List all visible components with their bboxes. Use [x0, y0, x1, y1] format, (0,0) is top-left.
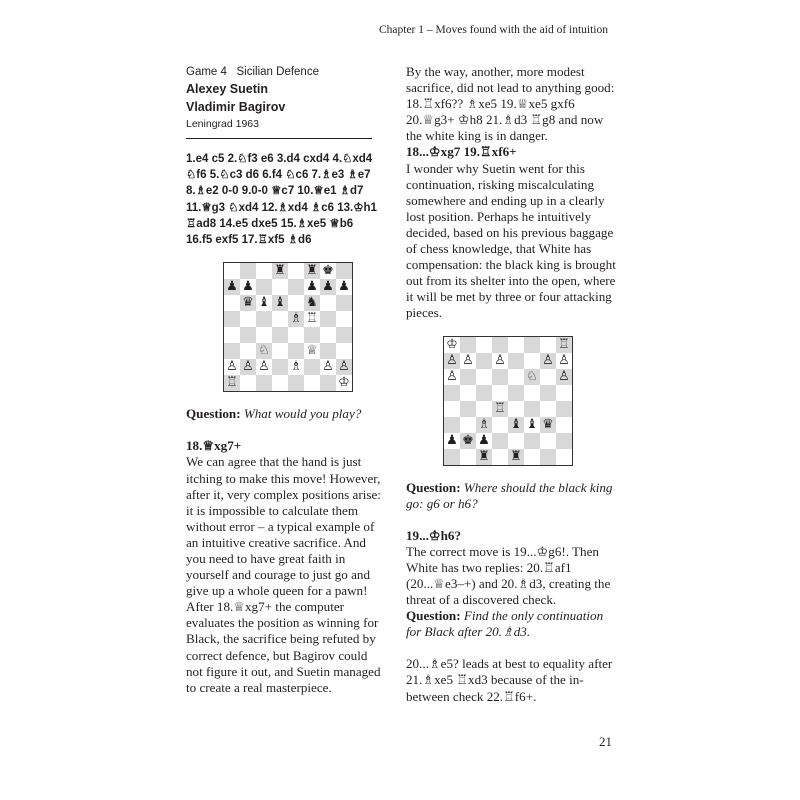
chess-piece: ♙ — [258, 359, 270, 375]
board-square — [556, 401, 572, 417]
board-square — [492, 401, 508, 417]
chess-piece: ♖ — [226, 375, 238, 391]
question-1 — [186, 406, 386, 422]
move-heading: 18.♕xg7+ — [186, 438, 242, 454]
chess-diagram-2 — [443, 336, 573, 466]
board-square — [460, 401, 476, 417]
moves-line: 16.f5 exf5 17.♖xf5 ♗d6 — [186, 234, 312, 247]
board-square — [524, 433, 540, 449]
board-square — [556, 433, 572, 449]
board-square — [476, 337, 492, 353]
right-paragraph-3: The correct move is 19...♔g6!. Then White has two replies: 20.♖af1 (20...♕e3–+) and 20.♗d3, creating the threat of a discovered check. — [406, 543, 611, 608]
move-heading: 19...♔h6? — [406, 527, 462, 543]
board-square — [224, 375, 240, 391]
board-square — [304, 263, 320, 279]
board-square — [508, 401, 524, 417]
board-square — [508, 433, 524, 449]
board-square — [508, 337, 524, 353]
board-square — [336, 295, 352, 311]
board-square — [508, 369, 524, 385]
chess-piece: ♜ — [510, 448, 522, 464]
board-square — [492, 417, 508, 433]
board-square — [524, 385, 540, 401]
board-square — [240, 359, 256, 375]
chess-piece: ♘ — [258, 343, 270, 359]
board-square — [224, 327, 240, 343]
board-square — [556, 417, 572, 433]
board-square — [240, 327, 256, 343]
board-square — [556, 369, 572, 385]
board-square — [492, 369, 508, 385]
board-square — [492, 385, 508, 401]
board-square — [508, 449, 524, 465]
board-square — [224, 263, 240, 279]
board-square — [224, 295, 240, 311]
board-square — [224, 343, 240, 359]
board-square — [460, 353, 476, 369]
board-square — [524, 337, 540, 353]
board-square — [460, 337, 476, 353]
board-square — [256, 375, 272, 391]
board-square — [540, 369, 556, 385]
board-square — [444, 449, 460, 465]
board-square — [336, 263, 352, 279]
board-square — [256, 263, 272, 279]
board-square — [336, 279, 352, 295]
board-square — [272, 327, 288, 343]
board-square — [256, 343, 272, 359]
chess-piece: ♘ — [526, 368, 538, 384]
question-text: Find the only continuation for Black after 20.♗d3. — [406, 608, 604, 640]
chess-piece: ♛ — [542, 416, 554, 432]
board-square — [288, 375, 304, 391]
chess-piece: ♟ — [446, 432, 458, 448]
board-square — [524, 401, 540, 417]
moves-line: 8.♗e2 0-0 9.0-0 ♕c7 10.♕e1 ♗d7 — [186, 185, 364, 198]
moves-line: ♖ad8 14.e5 dxe5 15.♗xe5 ♕b6 — [186, 217, 354, 230]
board-square — [508, 353, 524, 369]
chess-piece: ♚ — [322, 263, 334, 279]
game-place: Leningrad 1963 — [186, 118, 259, 130]
question-text: Where should the black king go: g6 or h6? — [406, 479, 613, 511]
chess-piece: ♟ — [242, 279, 254, 295]
white-player: Alexey Suetin — [186, 82, 268, 96]
chess-piece: ♙ — [494, 352, 506, 368]
chess-piece: ♜ — [478, 448, 490, 464]
chess-piece: ♟ — [338, 279, 350, 295]
board-square — [336, 327, 352, 343]
chess-piece: ♝ — [510, 416, 522, 432]
board-square — [304, 375, 320, 391]
moves-line: 11.♕g3 ♘xd4 12.♗xd4 ♗c6 13.♔h1 — [186, 201, 377, 214]
chess-piece: ♙ — [542, 352, 554, 368]
board-square — [304, 327, 320, 343]
question-3 — [406, 608, 616, 640]
board-square — [476, 353, 492, 369]
chess-piece: ♙ — [558, 352, 570, 368]
question-label: Question: — [406, 608, 461, 624]
opening-name: Sicilian Defence — [236, 66, 319, 78]
board-square — [288, 343, 304, 359]
board-square — [320, 311, 336, 327]
board-square — [224, 279, 240, 295]
game-label: Game 4 — [186, 66, 227, 78]
board-square — [320, 343, 336, 359]
board-square — [476, 401, 492, 417]
chess-piece: ♜ — [306, 263, 318, 279]
board-square — [304, 311, 320, 327]
board-square — [272, 375, 288, 391]
board-square — [508, 385, 524, 401]
board-square — [540, 401, 556, 417]
board-square — [540, 353, 556, 369]
board-square — [256, 279, 272, 295]
board-square — [272, 279, 288, 295]
chess-piece: ♔ — [338, 375, 350, 391]
board-square — [444, 401, 460, 417]
chess-piece: ♙ — [226, 359, 238, 375]
chess-piece: ♚ — [462, 432, 474, 448]
board-square — [492, 449, 508, 465]
board-square — [492, 353, 508, 369]
chess-piece: ♙ — [462, 352, 474, 368]
board-square — [524, 369, 540, 385]
move-line: 18...♔xg7 19.♖xf6+ — [406, 144, 517, 160]
board-square — [460, 417, 476, 433]
board-square — [492, 337, 508, 353]
board-square — [444, 385, 460, 401]
left-paragraph-1: We can agree that the hand is just itching to make this move! However, after it, very complex positions arise: it is impossible to calculate them without error – a typical example of an intuitive creative sacrifice. And you need to have great faith in yourself and courage to just go and give up a whole queen for a pawn! — [186, 454, 381, 599]
left-column — [186, 64, 386, 696]
question-label: Question: — [186, 406, 241, 422]
page-number: 21 — [599, 734, 612, 749]
board-square — [240, 279, 256, 295]
chess-piece: ♙ — [446, 352, 458, 368]
board-square — [540, 449, 556, 465]
board-square — [460, 449, 476, 465]
board-square — [272, 295, 288, 311]
board-square — [540, 385, 556, 401]
chess-piece: ♞ — [306, 295, 318, 311]
board-square — [288, 359, 304, 375]
board-square — [556, 385, 572, 401]
board-square — [508, 417, 524, 433]
chess-piece: ♕ — [306, 343, 318, 359]
board-square — [304, 343, 320, 359]
chess-piece: ♖ — [558, 336, 570, 352]
board-square — [444, 369, 460, 385]
board-square — [320, 327, 336, 343]
left-paragraph-2: After 18.♕xg7+ the computer evaluates the position as winning for Black, the sacrifice being refuted by correct defence, but Bagirov could not figure it out, and Suetin managed to create a real masterpiece. — [186, 599, 381, 695]
chess-piece: ♝ — [258, 295, 270, 311]
right-paragraph-2: I wonder why Suetin went for this continuation, risking miscalculating somewhere and ending up in a clearly lost position. Perhaps he intuitively decided, based on his previous baggage of chess knowledge, that White has compensation: the black king is brought out from its shelter into the open, where it will be met by three or four attacking pieces. — [406, 160, 616, 321]
moves-line: ♘f6 5.♘c3 d6 6.f4 ♘c6 7.♗e3 ♗e7 — [186, 169, 371, 182]
board-square — [256, 295, 272, 311]
board-square — [288, 327, 304, 343]
header-divider — [186, 138, 372, 139]
board-square — [288, 263, 304, 279]
board-square — [476, 449, 492, 465]
board-square — [272, 343, 288, 359]
board-square — [540, 337, 556, 353]
board-square — [444, 353, 460, 369]
chess-piece: ♝ — [274, 295, 286, 311]
chess-piece: ♖ — [494, 400, 506, 416]
board-square — [240, 263, 256, 279]
board-square — [476, 433, 492, 449]
board-square — [476, 385, 492, 401]
board-square — [320, 295, 336, 311]
board-square — [256, 359, 272, 375]
board-square — [540, 417, 556, 433]
board-square — [556, 449, 572, 465]
chess-piece: ♖ — [306, 311, 318, 327]
chess-piece: ♟ — [478, 432, 490, 448]
chess-piece: ♝ — [526, 416, 538, 432]
board-square — [272, 263, 288, 279]
board-square — [476, 417, 492, 433]
board-square — [444, 337, 460, 353]
right-paragraph-4: 20...♗e5? leads at best to equality after 21.♗xe5 ♖xd3 because of the in-between check 22.♖f6+. — [406, 656, 613, 704]
board-square — [240, 375, 256, 391]
board-square — [288, 279, 304, 295]
board-square — [240, 295, 256, 311]
chess-piece: ♟ — [226, 279, 238, 295]
chess-piece: ♙ — [338, 359, 350, 375]
board-square — [492, 433, 508, 449]
board-square — [524, 417, 540, 433]
board-square — [460, 385, 476, 401]
board-square — [524, 353, 540, 369]
chess-piece: ♙ — [242, 359, 254, 375]
chess-piece: ♙ — [322, 359, 334, 375]
chess-piece: ♜ — [274, 263, 286, 279]
question-2 — [406, 480, 616, 512]
chess-piece: ♟ — [322, 279, 334, 295]
chess-piece: ♙ — [446, 368, 458, 384]
board-square — [240, 311, 256, 327]
question-text: What would you play? — [243, 406, 362, 422]
board-square — [444, 433, 460, 449]
chess-piece: ♗ — [478, 416, 490, 432]
right-paragraph-1: By the way, another, more modest sacrifice, did not lead to anything good: 18.♖xf6?? ♗xe5 19.♕xe5 gxf6 20.♕g3+ ♔h8 21.♗d3 ♖g8 and now the white king is in danger. — [406, 64, 615, 144]
board-square — [336, 375, 352, 391]
board-square — [444, 417, 460, 433]
board-square — [460, 369, 476, 385]
running-head: Chapter 1 – Moves found with the aid of intuition — [378, 24, 608, 36]
chess-piece: ♔ — [446, 336, 458, 352]
board-square — [476, 369, 492, 385]
black-player: Vladimir Bagirov — [186, 100, 286, 114]
board-square — [288, 295, 304, 311]
board-square — [320, 375, 336, 391]
board-square — [224, 311, 240, 327]
board-square — [460, 433, 476, 449]
right-column — [406, 64, 616, 705]
chess-piece: ♟ — [306, 279, 318, 295]
board-square — [336, 359, 352, 375]
board-square — [336, 343, 352, 359]
chess-diagram-1 — [223, 262, 353, 392]
chess-piece: ♗ — [290, 311, 302, 327]
board-square — [556, 337, 572, 353]
board-square — [304, 279, 320, 295]
board-square — [272, 311, 288, 327]
board-square — [320, 359, 336, 375]
opening-moves — [186, 151, 386, 248]
board-square — [272, 359, 288, 375]
board-square — [556, 353, 572, 369]
board-square — [256, 327, 272, 343]
board-square — [240, 343, 256, 359]
question-label: Question: — [406, 479, 461, 495]
board-square — [224, 359, 240, 375]
chess-piece: ♛ — [242, 295, 254, 311]
board-square — [304, 295, 320, 311]
board-square — [336, 311, 352, 327]
board-square — [320, 263, 336, 279]
moves-line: 1.e4 c5 2.♘f3 e6 3.d4 cxd4 4.♘xd4 — [186, 153, 373, 165]
chess-piece: ♗ — [290, 359, 302, 375]
board-square — [524, 449, 540, 465]
game-header — [186, 64, 386, 139]
board-square — [320, 279, 336, 295]
chess-piece: ♙ — [558, 368, 570, 384]
board-square — [304, 359, 320, 375]
board-square — [288, 311, 304, 327]
board-square — [256, 311, 272, 327]
board-square — [540, 433, 556, 449]
